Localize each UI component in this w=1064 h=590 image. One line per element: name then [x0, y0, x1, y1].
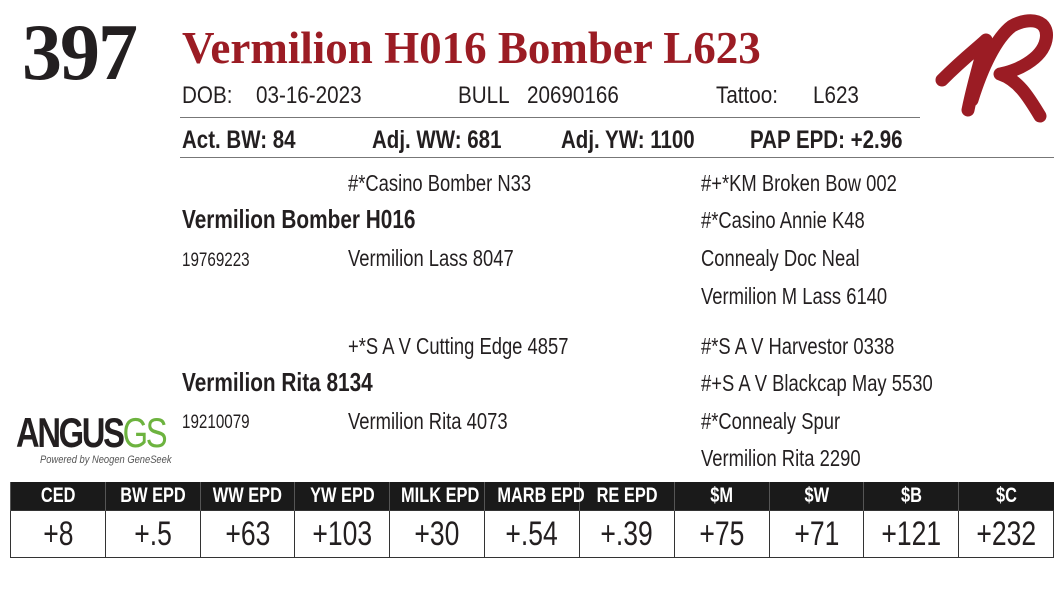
epd-header-re: RE EPD	[579, 482, 674, 511]
dob-value: 03-16-2023	[256, 82, 362, 109]
sire-sire-dam: #*Casino Annie K48	[701, 207, 865, 233]
performance-divider	[180, 157, 1054, 158]
epd-value-yw: +103	[295, 511, 390, 558]
epd-header-c: $C	[959, 482, 1054, 511]
angus-gs-logo	[16, 409, 172, 472]
sire-name: Vermilion Bomber H016	[182, 204, 416, 234]
epd-value-milk: +30	[390, 511, 485, 558]
dam-registration: 19210079	[182, 412, 250, 433]
epd-value-bw: +.5	[105, 511, 200, 558]
epd-value-re: +.39	[579, 511, 674, 558]
angus-wordmark	[16, 409, 166, 456]
epd-header-milk: MILK EPD	[390, 482, 485, 511]
epd-header-w: $W	[769, 482, 864, 511]
epd-value-m: +75	[674, 511, 769, 558]
dam-dam-sire: #*Connealy Spur	[701, 408, 841, 434]
sire-dam-dam: Vermilion M Lass 6140	[701, 283, 888, 309]
epd-header-m: $M	[674, 482, 769, 511]
animal-name: Vermilion H016 Bomber L623	[182, 23, 761, 73]
vermilion-vr-brand-icon	[934, 10, 1056, 128]
angus-wordmark-part2: GS	[122, 409, 166, 456]
dam-name: Vermilion Rita 8134	[182, 367, 373, 397]
adjusted-yearling-weight: Adj. YW: 1100	[561, 126, 695, 154]
dob-label: DOB:	[182, 82, 233, 109]
pap-epd: PAP EPD: +2.96	[750, 126, 903, 154]
tattoo-value: L623	[813, 82, 859, 109]
header-divider	[180, 117, 920, 118]
dam-sire: +*S A V Cutting Edge 4857	[348, 333, 569, 359]
angus-tagline: Powered by Neogen GeneSeek	[40, 454, 172, 466]
epd-value-ww: +63	[200, 511, 295, 558]
epd-header-ced: CED	[11, 482, 106, 511]
angus-wordmark-part1: ANGUS	[16, 409, 123, 456]
sire-dam: Vermilion Lass 8047	[348, 245, 514, 271]
dam-sire-dam: #+S A V Blackcap May 5530	[701, 370, 933, 396]
sire-registration: 19769223	[182, 250, 250, 271]
epd-header-ww: WW EPD	[200, 482, 295, 511]
registration-number: 20690166	[527, 82, 619, 109]
epd-value-b: +121	[864, 511, 959, 558]
epd-header-yw: YW EPD	[295, 482, 390, 511]
epd-value-w: +71	[769, 511, 864, 558]
epd-value-marb: +.54	[485, 511, 580, 558]
adjusted-weaning-weight: Adj. WW: 681	[372, 126, 502, 154]
dam-dam: Vermilion Rita 4073	[348, 408, 508, 434]
lot-number: 397	[22, 9, 136, 97]
epd-header-b: $B	[864, 482, 959, 511]
epd-value-row	[11, 511, 1054, 558]
tattoo-label: Tattoo:	[716, 82, 778, 109]
epd-value-c: +232	[959, 511, 1054, 558]
dam-sire-sire: #*S A V Harvestor 0338	[701, 333, 895, 359]
epd-header-bw: BW EPD	[105, 482, 200, 511]
dam-dam-dam: Vermilion Rita 2290	[701, 445, 861, 471]
sire-sire: #*Casino Bomber N33	[348, 170, 532, 196]
sex-label: BULL	[458, 82, 510, 109]
sire-sire-sire: #+*KM Broken Bow 002	[701, 170, 897, 196]
epd-header-row	[11, 482, 1054, 511]
epd-header-marb: MARB EPD	[485, 482, 580, 511]
epd-value-ced: +8	[11, 511, 106, 558]
sire-dam-sire: Connealy Doc Neal	[701, 245, 860, 271]
epd-table	[10, 482, 1054, 558]
actual-birth-weight: Act. BW: 84	[182, 126, 296, 154]
